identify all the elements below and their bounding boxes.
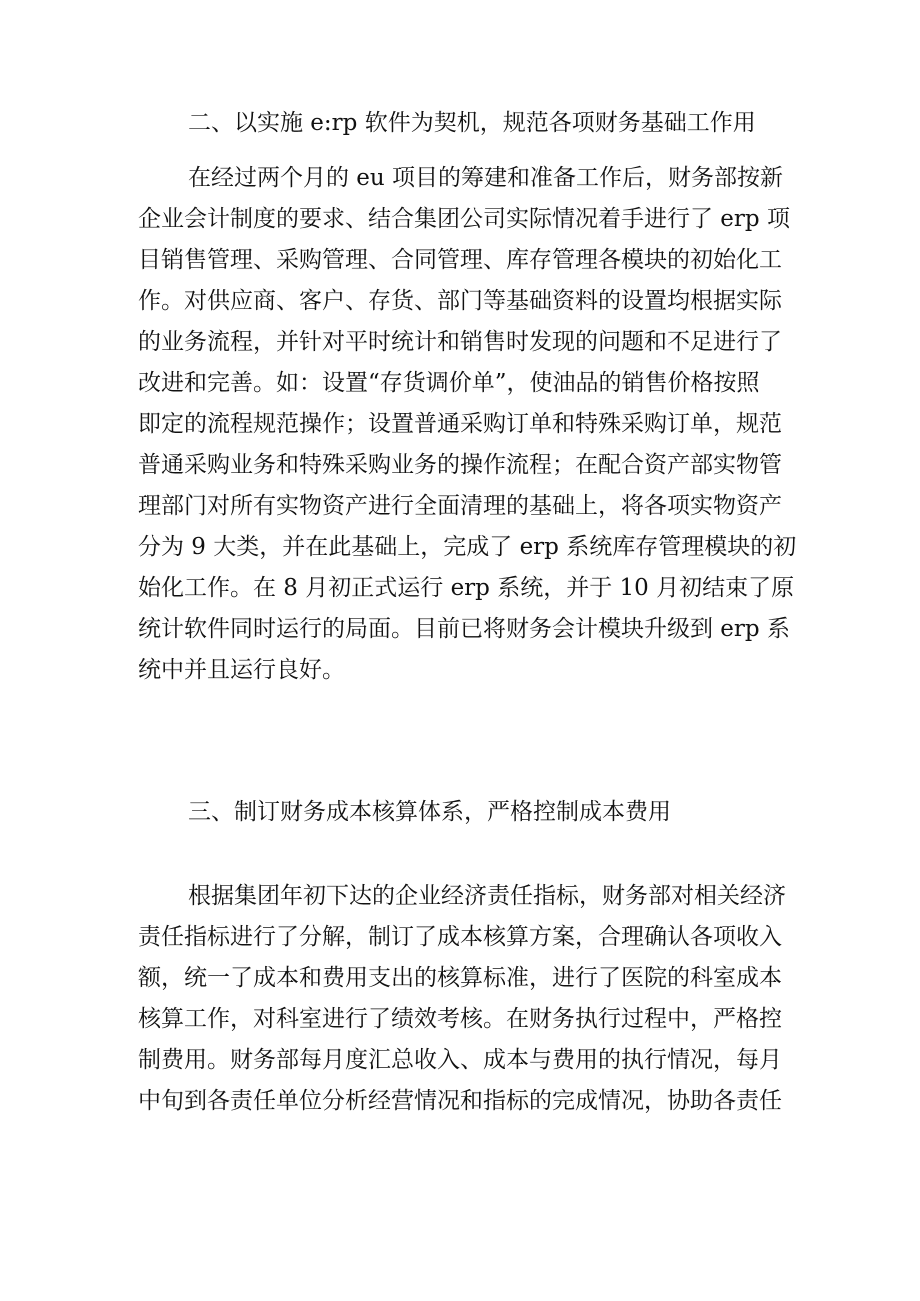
paragraph-line: 额，统一了成本和费用支出的核算标准，进行了医院的科室成本: [138, 965, 782, 991]
paragraph-line: 普通采购业务和特殊采购业务的操作流程；在配合资产部实物管: [138, 452, 782, 478]
paragraph-line: 改进和完善。如：设置“存货调价单”，使油品的销售价格按照: [138, 370, 760, 396]
paragraph-line: 在经过两个月的 eu 项目的筹建和准备工作后，财务部按新: [188, 165, 784, 191]
paragraph-line: 的业务流程，并针对平时统计和销售时发现的问题和不足进行了: [138, 329, 782, 355]
paragraph-line: 企业会计制度的要求、结合集团公司实际情况着手进行了 erp 项: [138, 206, 790, 232]
paragraph-line: 始化工作。在 8 月初正式运行 erp 系统，并于 10 月初结束了原: [138, 575, 795, 601]
paragraph-line: 根据集团年初下达的企业经济责任指标，财务部对相关经济: [188, 883, 786, 909]
paragraph-line: 理部门对所有实物资产进行全面清理的基础上，将各项实物资产: [138, 493, 782, 519]
paragraph-line: 目销售管理、采购管理、合同管理、库存管理各模块的初始化工: [138, 247, 782, 273]
paragraph-line: 制费用。财务部每月度汇总收入、成本与费用的执行情况，每月: [138, 1047, 782, 1073]
paragraph-line: 分为 9 大类，并在此基础上，完成了 erp 系统库存管理模块的初: [138, 534, 797, 560]
paragraph-line: 统中并且运行良好。: [138, 657, 345, 683]
section-3-heading: 三、制订财务成本核算体系，严格控制成本费用: [188, 799, 671, 825]
paragraph-line: 中旬到各责任单位分析经营情况和指标的完成情况，协助各责任: [138, 1088, 782, 1114]
paragraph-line: 作。对供应商、客户、存货、部门等基础资料的设置均根据实际: [138, 288, 782, 314]
section-2-paragraph: [138, 158, 797, 691]
paragraph-line: 统计软件同时运行的局面。目前已将财务会计模块升级到 erp 系: [138, 616, 790, 642]
section-2-heading: 二、以实施 e:rp 软件为契机，规范各项财务基础工作用: [188, 110, 756, 136]
paragraph-line: 即定的流程规范操作；设置普通采购订单和特殊采购订单，规范: [138, 411, 782, 437]
paragraph-line: 核算工作，对科室进行了绩效考核。在财务执行过程中，严格控: [138, 1006, 782, 1032]
section-3-paragraph: [138, 876, 788, 1122]
paragraph-line: 责任指标进行了分解，制订了成本核算方案，合理确认各项收入: [138, 924, 782, 950]
